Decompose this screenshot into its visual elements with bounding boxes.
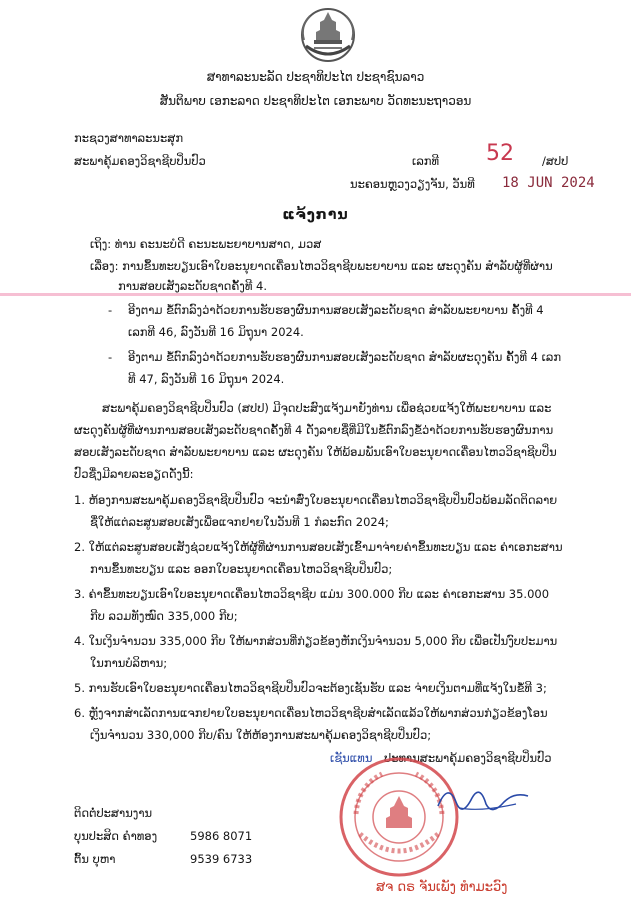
doc-number-label: ເລກທີ (412, 154, 440, 168)
recipient-line: ເຖິງ: ທ່ານ ຄະນະບໍດີ ຄະນະພະຍາບານສາດ, ມວສ (90, 237, 322, 251)
ref-2-line-1: ອີງຕາມ ຂໍ້ຕົກລົງວ່າດ້ວຍການຮັບຮອງຜົນການສອບເສັງລະດັບຊາດ ສຳລັບຜະດຸງຄັນ ຄັ້ງທີ 4 ເລກ (128, 350, 562, 364)
signatory-name: ສຈ ດຣ ຈັນເພັງ ທຳມະວົງ (376, 880, 508, 895)
item-6-line-2: ເງິນຈຳນວນ 330,000 ກີບ/ຄົນ ໃຫ້ຫ້ອງການສະພາຄຸ້ມຄອງວິຊາຊີບປິ່ນປົວ; (90, 728, 432, 742)
header-republic: ສາທາລະນະລັດ ປະຊາທິປະໄຕ ປະຊາຊົນລາວ (206, 70, 425, 84)
date-stamp: 18 JUN 2024 (502, 175, 595, 191)
doc-number: 52 (486, 141, 514, 166)
ref-1-line-1: ອີງຕາມ ຂໍ້ຕົກລົງວ່າດ້ວຍການຮັບຮອງຜົນການສອບເສັງລະດັບຊາດ ສຳລັບພະຍາບານ ຄັ້ງທີ 4 (128, 303, 544, 317)
national-emblem-icon (292, 6, 364, 64)
contact-1-name: ບຸນປະສິດ ຄຳທອງ (74, 829, 158, 843)
ref-2-line-2: ທີ 47, ລົງວັນທີ 16 ມິຖຸນາ 2024. (128, 372, 285, 386)
item-5-line-1: 5. ການຮັບເອົາໃບອະນຸຍາດເຄື່ອນໄຫວວິຊາຊີບປິ່ນປົວຈະຕ້ອງເຊັນຮັບ ແລະ ຈ່າຍເງິນຕາມທີ່ແຈ້ງໃນຂໍ້ທີ 3; (74, 681, 547, 695)
item-6-line-1: 6. ຫຼັງຈາກສຳເລັດການແຈກຢາຍໃບອະນຸຍາດເຄື່ອນໄຫວວິຊາຊີບສຳເລັດແລ້ວໃຫ້ພາກສ່ວນກ່ຽວຂ້ອງໂອນ (74, 706, 548, 720)
item-3-line-1: 3. ຄ່າຂຶ້ນທະບຽນເອົາໃບອະນຸຍາດເຄື່ອນໄຫວວິຊາຊີບ ແມ່ນ 300.000 ກີບ ແລະ ຄ່າເອກະສານ 35.000 (74, 587, 550, 601)
item-2-line-2: ການຂຶ້ນທະບຽນ ແລະ ອອກໃບອະນຸຍາດເຄື່ອນໄຫວວິຊາຊີບປິ່ນປົວ; (90, 562, 393, 576)
subject-line-1: ເລື່ອງ: ການຂຶ້ນທະບຽນເອົາໃບອະນຸຍາດເຄື່ອນໄຫວວິຊາຊີບພະຍາບານ ແລະ ຜະດຸງຄັນ ສຳລັບຜູ້ທີ່ຜ່ານ (90, 259, 553, 273)
ref-bullet-1: - (108, 303, 113, 317)
sign-for-label: ເຊັນແທນ (330, 751, 373, 765)
header-motto: ສັນຕິພາບ ເອກະລາດ ປະຊາທິປະໄຕ ເອກະພາບ ວັດທະນະຖາວອນ (159, 94, 472, 108)
item-1-line-2: ຊື່ໃຫ້ແຕ່ລະສູນສອບເສັງເພື່ອແຈກຢາຍໃນວັນທີ 1 ກໍລະກົດ 2024; (90, 515, 389, 529)
signatory-position: ປະທານສະພາຄຸ້ມຄອງວິຊາຊີບປິ່ນປົວ (384, 751, 552, 765)
contact-label: ຕິດຕໍ່ປະສານງານ (74, 806, 153, 820)
place-date-label: ນະຄອນຫຼວງວຽງຈັນ, ວັນທີ (350, 177, 475, 191)
council-name: ສະພາຄຸ້ມຄອງວິຊາຊີບປິ່ນປົວ (74, 154, 206, 168)
contact-1-phone: 5986 8071 (190, 829, 253, 843)
body-line-3: ສອບເສັງລະດັບຊາດ ສຳລັບພະຍາບານ ແລະ ຜະດຸງຄັນ ໃຫ້ພ້ອມພັນເອົາໃບອະນຸຍາດເຄື່ອນໄຫວວິຊາຊີບປິ່ນ (74, 445, 557, 459)
item-2-line-1: 2. ໃຫ້ແຕ່ລະສູນສອບເສັງຊ່ວຍແຈ້ງໃຫ້ຜູ້ທີ່ຜ່ານການສອບເສັງເຂົ້າມາຈ່າຍຄ່າຂຶ້ນທະບຽນ ແລະ ຄ່າເອກະສານ (74, 540, 563, 554)
body-line-1: ສະພາຄຸ້ມຄອງວິຊາຊີບປິ່ນປົວ (ສປປ) ມີຈຸດປະສົງແຈ້ງມາຍັງທ່ານ ເພື່ອຊ່ວຍແຈ້ງໃຫ້ພະຍາບານ ແລະ (102, 401, 552, 415)
item-4-line-2: ໃນການບໍລິຫານ; (90, 656, 168, 670)
ref-bullet-2: - (108, 350, 113, 364)
handwritten-signature-icon (420, 772, 540, 832)
doc-number-suffix: /ສປປ (542, 154, 569, 168)
contact-2-phone: 9539 6733 (190, 852, 253, 866)
item-4-line-1: 4. ໃນເງິນຈຳນວນ 335,000 ກີບ ໃຫ້ພາກສ່ວນທີ່ກ່ຽວຂ້ອງຫັກເງິນຈຳນວນ 5,000 ກີບ ເພື່ອເປັນງົບປະມານ (74, 634, 558, 648)
item-1-line-1: 1. ຫ້ອງການສະພາຄຸ້ມຄອງວິຊາຊີບປິ່ນປົວ ຈະນຳສົ່ງໃບອະນຸຍາດເຄື່ອນໄຫວວິຊາຊີບປິ່ນປົວພ້ອມລັດຕິດລາຍ (74, 493, 558, 507)
contact-2-name: ຕົ້ນ ບຸຫາ (74, 852, 116, 866)
item-3-line-2: ກີບ ລວມທັງໝົດ 335,000 ກີບ; (90, 609, 238, 623)
document-title: ແຈ້ງການ (282, 207, 349, 223)
body-line-4: ປົວຊື່ງມີລາຍລະອຽດດັ່ງນີ້: (74, 467, 194, 481)
body-line-2: ຜະດຸງຄັນຜູ້ທີ່ຜ່ານການສອບເສັງລະດັບຊາດຄັ້ງທີ 4 ດັ່ງລາຍຊື່ທີ່ມີໃນຂໍ້ຕົກລົງຂໍ້ວ່າດ້ວຍການຮັບຮອງຜົນການ (74, 423, 554, 437)
scan-artifact-line (0, 293, 631, 296)
ref-1-line-2: ເລກທີ 46, ລົງວັນທີ 16 ມິຖຸນາ 2024. (128, 325, 304, 339)
subject-line-2: ການສອບເສັງລະດັບຊາດຄັ້ງທີ 4. (118, 279, 267, 293)
ministry-name: ກະຊວງສາທາລະນະສຸກ (74, 131, 184, 145)
